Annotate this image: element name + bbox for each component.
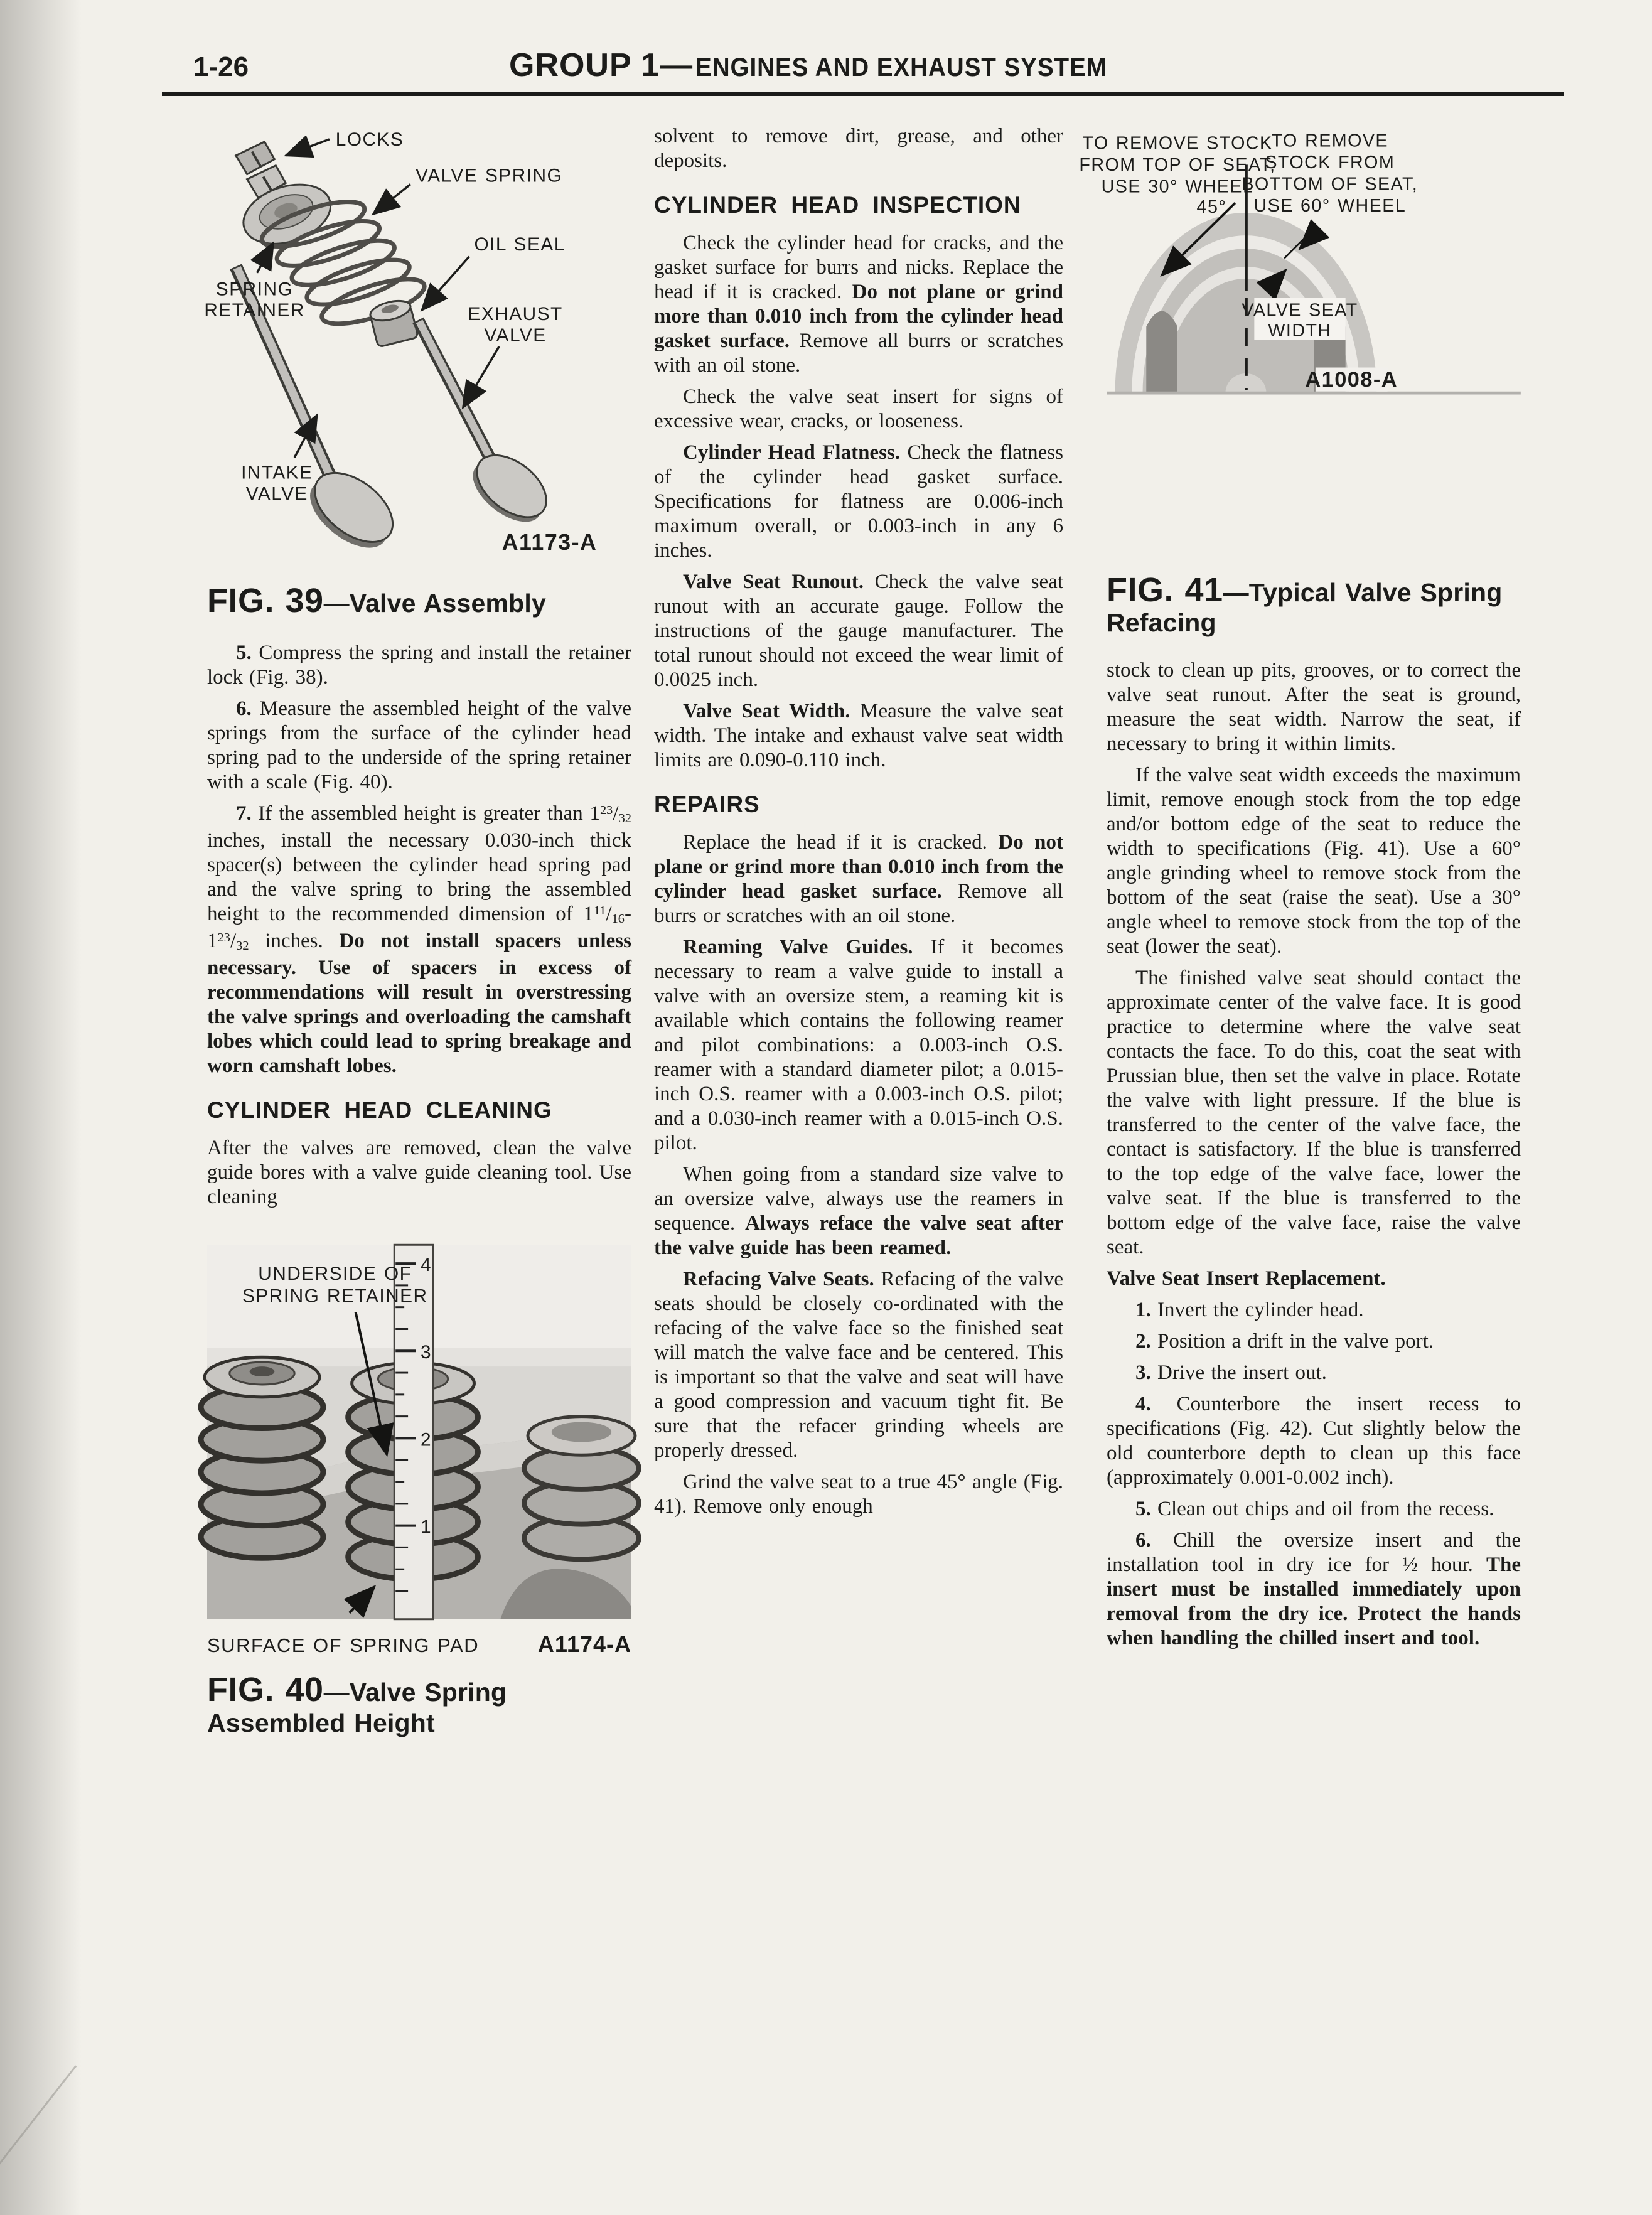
paragraph-insert-replacement-heading: Valve Seat Insert Replacement.	[1107, 1267, 1386, 1290]
label-45-degree: 45°	[1196, 196, 1227, 217]
oil-seal-drawing	[368, 298, 419, 348]
ruler-mark-1: 1	[420, 1516, 432, 1538]
label-top-seat-3: USE 30° WHEEL	[1101, 176, 1254, 197]
label-spring-retainer-1: SPRING	[215, 279, 294, 300]
exhaust-valve-drawing	[418, 320, 558, 534]
paragraph-check-insert: Check the valve seat insert for signs of excessive wear, cracks, or looseness.	[654, 385, 1063, 432]
label-oil-seal: OIL SEAL	[474, 233, 566, 255]
paragraph-insert-step-4: 4. Counterbore the insert recess to specifications (Fig. 42). Cut slightly below the old counterbore depth to clean up this face (approximately 0.001-0.002 inch).	[1107, 1393, 1521, 1489]
figure-39-illustration	[204, 119, 631, 562]
paragraph-step-7: 7. If the assembled height is greater than $1^{23}/32$ inches, install the necessary 0.030-inch thick spacer(s) between the cylinder head spring pad and the valve spring to bring the assembled height to the recommended dimension of $1^{11}/16-1^{23}/32$ inches. Do not install spacers unless necessary. Use of spacers in excess of recommendations will result in overstressing the valve springs and overloading the camshaft lobes which could lead to spring breakage and worn camshaft lobes.	[207, 802, 631, 1078]
paragraph-grind: Grind the valve seat to a true 45° angle (Fig. 41). Remove only enough	[654, 1471, 1063, 1518]
label-bottom-seat-3: BOTTOM OF SEAT,	[1242, 174, 1419, 195]
label-intake-valve-1: INTAKE	[241, 462, 313, 483]
paragraph-reaming: Reaming Valve Guides. If it becomes necessary to ream a valve guide to install a valve with an oversize stem, a reaming kit is available which contains the following reamer and pilot combinations: a 0.003-inch O.S. reamer with a standard diameter pilot; a 0.015-inch O.S. reamer with a 0.003-inch O.S. pilot; and a 0.030-inch reamer with a 0.015-inch O.S. pilot.	[654, 936, 1063, 1154]
header-rule	[162, 92, 1564, 96]
leader-spring-retainer	[257, 243, 274, 273]
figure-41-diagram	[1079, 129, 1521, 552]
label-intake-valve-2: VALVE	[245, 483, 308, 505]
label-surface-of-spring-pad: SURFACE OF SPRING PAD	[207, 1634, 480, 1657]
leader-valve-spring	[373, 184, 410, 214]
leader-locks	[286, 139, 330, 156]
label-top-seat-1: TO REMOVE STOCK	[1082, 133, 1273, 154]
paragraph-cleaning: After the valves are removed, clean the valve guide bores with a valve guide cleaning tool. Use cleaning	[207, 1137, 631, 1209]
figure-39	[204, 119, 631, 619]
paragraph-insert-step-6: 6. Chill the oversize insert and the installation tool in dry ice for ½ hour. The insert must be installed immediately upon removal from the dry ice. Protect the hands when handling the chilled insert and tool.	[1107, 1529, 1521, 1650]
paragraph-sequence: When going from a standard size valve to an oversize valve, always use the reamers in sequence. Always reface the valve seat after the valve guide has been reamed.	[654, 1163, 1063, 1259]
paragraph-runout: Valve Seat Runout. Check the valve seat runout with an accurate gauge. Follow the instructions of the gauge manufacturer. The total runout should not exceed the wear limit of 0.0025 inch.	[654, 571, 1063, 691]
paragraph-step-6: 6. Measure the assembled height of the valve springs from the surface of the cylinder head spring pad to the underside of the spring retainer with a scale (Fig. 40).	[207, 697, 631, 794]
leader-oil-seal	[422, 257, 469, 310]
label-top-seat-2: FROM TOP OF SEAT,	[1079, 154, 1276, 175]
leader-exhaust-valve	[463, 346, 500, 407]
label-bottom-seat-2: STOCK FROM	[1265, 153, 1395, 173]
paragraph-check-head: Check the cylinder head for cracks, and the gasket surface for burrs and nicks. Replace the head if it is cracked. Do not plane or grind more than 0.010 inch from the cylinder head gasket surface. Remove all burrs or scratches with an oil stone.	[654, 232, 1063, 377]
paragraph-finished-seat: The finished valve seat should contact the approximate center of the valve face. It is good practice to determine where the valve seat contacts the face. To do this, coat the seat with Prussian blue, then set the valve in place. Rotate the valve with light pressure. If the blue is transferred to the center of the valve face, the contact is satisfactory. If the blue is transferred to the top edge of the valve face, lower the valve seat. If the blue is transferred to the bottom edge of the valve face, raise the valve seat.	[1107, 967, 1521, 1259]
label-underside-2: SPRING RETAINER	[242, 1286, 428, 1307]
figure-41-code-box	[1305, 367, 1398, 392]
paragraph-insert-step-2: 2. Position a drift in the valve port.	[1135, 1330, 1434, 1353]
figure-41-code: A1008-A	[1305, 368, 1398, 392]
label-valve-spring: VALVE SPRING	[416, 165, 563, 186]
paragraph-width-exceeds: If the valve seat width exceeds the maximum limit, remove enough stock from the top edge and/or bottom edge of the seat to reduce the width to specifications (Fig. 41). Use a 60° angle grinding wheel to remove stock from the bottom of the seat (raise the seat). Use a 30° angle wheel to remove stock from the top of the seat (lower the seat).	[1107, 764, 1521, 958]
group-title: GROUP 1—	[509, 47, 694, 83]
column-middle	[654, 124, 1063, 1526]
figure-40-caption: FIG. 40—Valve Spring Assembled Height	[207, 1671, 507, 1737]
svg-text:VALVE SEAT: VALVE SEAT	[1242, 300, 1358, 321]
page-number: 1-26	[193, 51, 249, 82]
paragraph-step-5: 5. Compress the spring and install the retainer lock (Fig. 38).	[207, 641, 631, 689]
paragraph-insert-step-5: 5. Clean out chips and oil from the recess.	[1135, 1498, 1494, 1521]
ruler-mark-4: 4	[420, 1255, 432, 1276]
figure-39-caption: FIG. 39—Valve Assembly	[207, 582, 547, 619]
left-valve-spring-photo	[201, 1358, 323, 1558]
figure-40-photo	[207, 1245, 631, 1619]
paragraph-solvent: solvent to remove dirt, grease, and other deposits.	[654, 125, 1063, 172]
figure-39-code: A1173-A	[501, 530, 598, 555]
right-valve-spring-photo	[524, 1417, 639, 1560]
paragraph-replace-head: Replace the head if it is cracked. Do not plane or grind more than 0.010 inch from the cylinder head gasket surface. Remove all burrs or scratches with an oil stone.	[654, 831, 1063, 927]
page-title	[509, 46, 1143, 84]
paragraph-stock-cleanup: stock to clean up pits, grooves, or to correct the valve seat runout. After the seat is ground, measure the seat width. Narrow the seat, if necessary to bring it within limits.	[1107, 659, 1521, 756]
figure-40	[207, 1245, 631, 1737]
label-bottom-seat-4: USE 60° WHEEL	[1253, 195, 1407, 216]
label-locks: LOCKS	[335, 129, 404, 150]
paragraph-insert-step-3: 3. Drive the insert out.	[1135, 1361, 1327, 1385]
section-heading-cleaning: CYLINDER HEAD CLEANING	[207, 1097, 552, 1124]
section-heading-repairs: REPAIRS	[654, 791, 760, 817]
paragraph-flatness: Cylinder Head Flatness. Check the flatness of the cylinder head gasket surface. Specifications for flatness are 0.006-inch maximum overall, or 0.003-inch in any 6 inches.	[654, 441, 1063, 562]
page-gutter-shadow	[0, 0, 82, 2215]
valve-seat-width-label	[1242, 298, 1358, 341]
label-exhaust-valve-1: EXHAUST	[468, 304, 563, 325]
label-underside-1: UNDERSIDE OF	[258, 1263, 412, 1285]
group-subtitle: ENGINES AND EXHAUST SYSTEM	[695, 52, 1107, 82]
section-heading-inspection: CYLINDER HEAD INSPECTION	[654, 192, 1021, 218]
label-exhaust-valve-2: VALVE	[484, 324, 547, 346]
figure-41	[1079, 129, 1521, 638]
figure-40-code: A1174-A	[537, 1631, 631, 1658]
ruler-mark-3: 3	[420, 1342, 432, 1363]
paragraph-seat-width: Valve Seat Width. Measure the valve seat width. The intake and exhaust valve seat width limits are 0.090-0.110 inch.	[654, 700, 1063, 771]
column-right	[1079, 129, 1521, 1658]
figure-41-caption: FIG. 41—Typical Valve Spring Refacing	[1107, 571, 1503, 638]
ruler-mark-2: 2	[420, 1429, 432, 1451]
column-left	[204, 119, 631, 1759]
label-spring-retainer-2: RETAINER	[204, 300, 305, 321]
paragraph-refacing: Refacing Valve Seats. Refacing of the valve seats should be closely co-ordinated with the refacing of the valve face so the finished seat will match the valve face and be centered. This is important so that the valve and seat will have a good compression and vacuum tight fit. Be sure that the refacer grinding wheels are properly dressed.	[654, 1268, 1063, 1462]
label-bottom-seat-1: TO REMOVE	[1271, 131, 1388, 151]
svg-text:WIDTH: WIDTH	[1268, 320, 1332, 341]
paragraph-insert-step-1: 1. Invert the cylinder head.	[1135, 1299, 1364, 1322]
figure-40-labels	[207, 1632, 631, 1658]
